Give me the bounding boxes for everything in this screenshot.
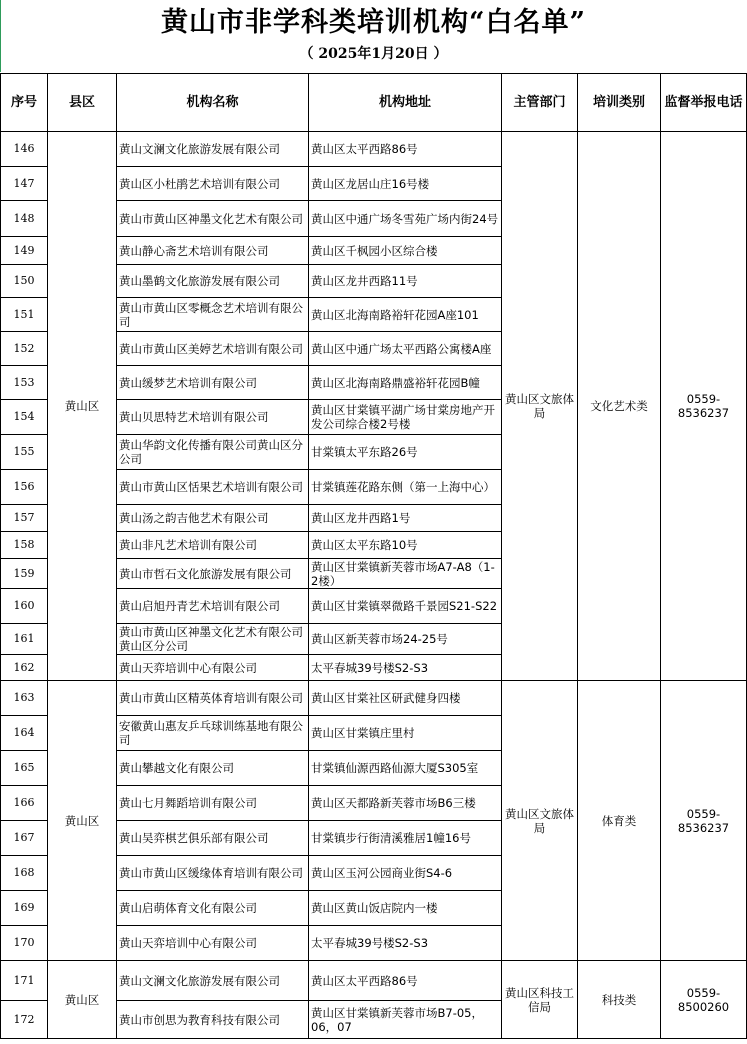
county-cell: 黄山区: [48, 681, 117, 961]
institution-name: 黄山市黄山区零概念艺术培训有限公司: [117, 298, 309, 332]
institution-name: 黄山七月舞蹈培训有限公司: [117, 786, 309, 821]
phone-cell: 0559-8500260: [661, 961, 747, 1039]
institution-address: 黄山区甘棠镇平湖广场甘棠房地产开发公司综合楼2号楼: [309, 400, 502, 435]
row-seq: 150: [1, 265, 48, 298]
row-seq: 167: [1, 821, 48, 856]
row-seq: 157: [1, 505, 48, 532]
row-seq: 158: [1, 532, 48, 559]
institution-name: 黄山文澜文化旅游发展有限公司: [117, 132, 309, 167]
institution-name: 黄山启萌体育文化有限公司: [117, 891, 309, 926]
institution-address: 甘棠镇太平东路26号: [309, 435, 502, 470]
table-row: [1, 132, 747, 167]
institution-address: 黄山区甘棠社区研武健身四楼: [309, 681, 502, 716]
institution-name: 黄山非凡艺术培训有限公司: [117, 532, 309, 559]
institution-name: 黄山市黄山区美婷艺术培训有限公司: [117, 332, 309, 366]
header-row: [1, 74, 747, 132]
institution-name: 黄山市创思为教育科技有限公司: [117, 1001, 309, 1039]
row-seq: 171: [1, 961, 48, 1001]
row-seq: 147: [1, 167, 48, 201]
row-seq: 172: [1, 1001, 48, 1039]
row-seq: 151: [1, 298, 48, 332]
row-seq: 155: [1, 435, 48, 470]
table-row: [1, 961, 747, 1001]
institution-address: 甘棠镇仙源西路仙源大厦S305室: [309, 751, 502, 786]
institution-name: 黄山缓梦艺术培训有限公司: [117, 366, 309, 400]
institution-address: 黄山区北海南路裕轩花园A座101: [309, 298, 502, 332]
institution-address: 黄山区太平西路86号: [309, 132, 502, 167]
institution-address: 黄山区甘棠镇新芙蓉市场B7-05，06，07: [309, 1001, 502, 1039]
header-address: 机构地址: [309, 74, 502, 132]
institution-address: 黄山区龙居山庄16号楼: [309, 167, 502, 201]
phone-cell: 0559-8536237: [661, 681, 747, 961]
institution-address: 黄山区天都路新芙蓉市场B6三楼: [309, 786, 502, 821]
header-name: 机构名称: [117, 74, 309, 132]
institution-name: 黄山天弈培训中心有限公司: [117, 655, 309, 681]
document-date: （ 2025年1月20日 ）: [299, 46, 448, 62]
institution-name: 黄山市黄山区精英体育培训有限公司: [117, 681, 309, 716]
header-seq: 序号: [1, 74, 48, 132]
county-cell: 黄山区: [48, 132, 117, 681]
institution-address: 黄山区中通广场冬雪苑广场内街24号: [309, 201, 502, 237]
document-title: 黄山市非学科类培训机构“白名单”: [160, 7, 587, 38]
institution-address: 黄山区黄山饭店院内一楼: [309, 891, 502, 926]
table-row: [1, 681, 747, 716]
institution-address: 黄山区甘棠镇翠微路千景园S21-S22: [309, 589, 502, 624]
row-seq: 152: [1, 332, 48, 366]
institution-address: 黄山区太平西路86号: [309, 961, 502, 1001]
row-seq: 169: [1, 891, 48, 926]
institution-name: 黄山区小杜鹃艺术培训有限公司: [117, 167, 309, 201]
phone-cell: 0559-8536237: [661, 132, 747, 681]
header-department: 主管部门: [502, 74, 578, 132]
institution-name: 黄山攀越文化有限公司: [117, 751, 309, 786]
category-cell: 体育类: [578, 681, 661, 961]
institution-address: 黄山区龙井西路1号: [309, 505, 502, 532]
row-seq: 146: [1, 132, 48, 167]
department-cell: 黄山区科技工信局: [502, 961, 578, 1039]
institution-address: 黄山区甘棠镇新芙蓉市场A7-A8（1-2楼）: [309, 559, 502, 589]
row-seq: 165: [1, 751, 48, 786]
table-body: [1, 132, 747, 1039]
institution-name: 黄山静心斋艺术培训有限公司: [117, 237, 309, 265]
institution-address: 黄山区新芙蓉市场24-25号: [309, 624, 502, 655]
institution-name: 黄山市黄山区缓缘体育培训有限公司: [117, 856, 309, 891]
institution-name: 黄山市黄山区神墨文化艺术有限公司: [117, 201, 309, 237]
row-seq: 160: [1, 589, 48, 624]
row-seq: 153: [1, 366, 48, 400]
institution-address: 黄山区中通广场太平西路公寓楼A座: [309, 332, 502, 366]
institution-address: 甘棠镇莲花路东侧（第一上海中心）: [309, 470, 502, 505]
institution-address: 黄山区北海南路鼎盛裕轩花园B幢: [309, 366, 502, 400]
row-seq: 170: [1, 926, 48, 961]
row-seq: 149: [1, 237, 48, 265]
row-seq: 148: [1, 201, 48, 237]
institution-address: 黄山区千枫园小区综合楼: [309, 237, 502, 265]
row-seq: 156: [1, 470, 48, 505]
institution-name: 黄山市黄山区恬果艺术培训有限公司: [117, 470, 309, 505]
whitelist-table: [0, 73, 747, 1039]
header-category: 培训类别: [578, 74, 661, 132]
institution-name: 黄山吴弈棋艺俱乐部有限公司: [117, 821, 309, 856]
institution-address: 黄山区玉河公园商业街S4-6: [309, 856, 502, 891]
institution-name: 黄山市哲石文化旅游发展有限公司: [117, 559, 309, 589]
row-seq: 154: [1, 400, 48, 435]
institution-name: 黄山贝思特艺术培训有限公司: [117, 400, 309, 435]
institution-name: 黄山文澜文化旅游发展有限公司: [117, 961, 309, 1001]
institution-address: 黄山区龙井西路11号: [309, 265, 502, 298]
institution-name: 黄山汤之韵吉他艺术有限公司: [117, 505, 309, 532]
row-seq: 162: [1, 655, 48, 681]
category-cell: 文化艺术类: [578, 132, 661, 681]
institution-name: 黄山启旭丹青艺术培训有限公司: [117, 589, 309, 624]
institution-name: 黄山华韵文化传播有限公司黄山区分公司: [117, 435, 309, 470]
county-cell: 黄山区: [48, 961, 117, 1039]
institution-name: 黄山天弈培训中心有限公司: [117, 926, 309, 961]
department-cell: 黄山区文旅体局: [502, 132, 578, 681]
institution-name: 黄山墨鹤文化旅游发展有限公司: [117, 265, 309, 298]
row-seq: 161: [1, 624, 48, 655]
institution-address: 黄山区太平东路10号: [309, 532, 502, 559]
institution-address: 太平春城39号楼S2-S3: [309, 655, 502, 681]
category-cell: 科技类: [578, 961, 661, 1039]
row-seq: 163: [1, 681, 48, 716]
header-county: 县区: [48, 74, 117, 132]
row-seq: 159: [1, 559, 48, 589]
institution-address: 甘棠镇步行街清溪雅居1幢16号: [309, 821, 502, 856]
institution-address: 太平春城39号楼S2-S3: [309, 926, 502, 961]
department-cell: 黄山区文旅体局: [502, 681, 578, 961]
row-seq: 166: [1, 786, 48, 821]
institution-name: 安徽黄山惠友乒乓球训练基地有限公司: [117, 716, 309, 751]
row-seq: 168: [1, 856, 48, 891]
institution-name: 黄山市黄山区神墨文化艺术有限公司黄山区分公司: [117, 624, 309, 655]
institution-address: 黄山区甘棠镇庄里村: [309, 716, 502, 751]
row-seq: 164: [1, 716, 48, 751]
header-phone: 监督举报电话: [661, 74, 747, 132]
